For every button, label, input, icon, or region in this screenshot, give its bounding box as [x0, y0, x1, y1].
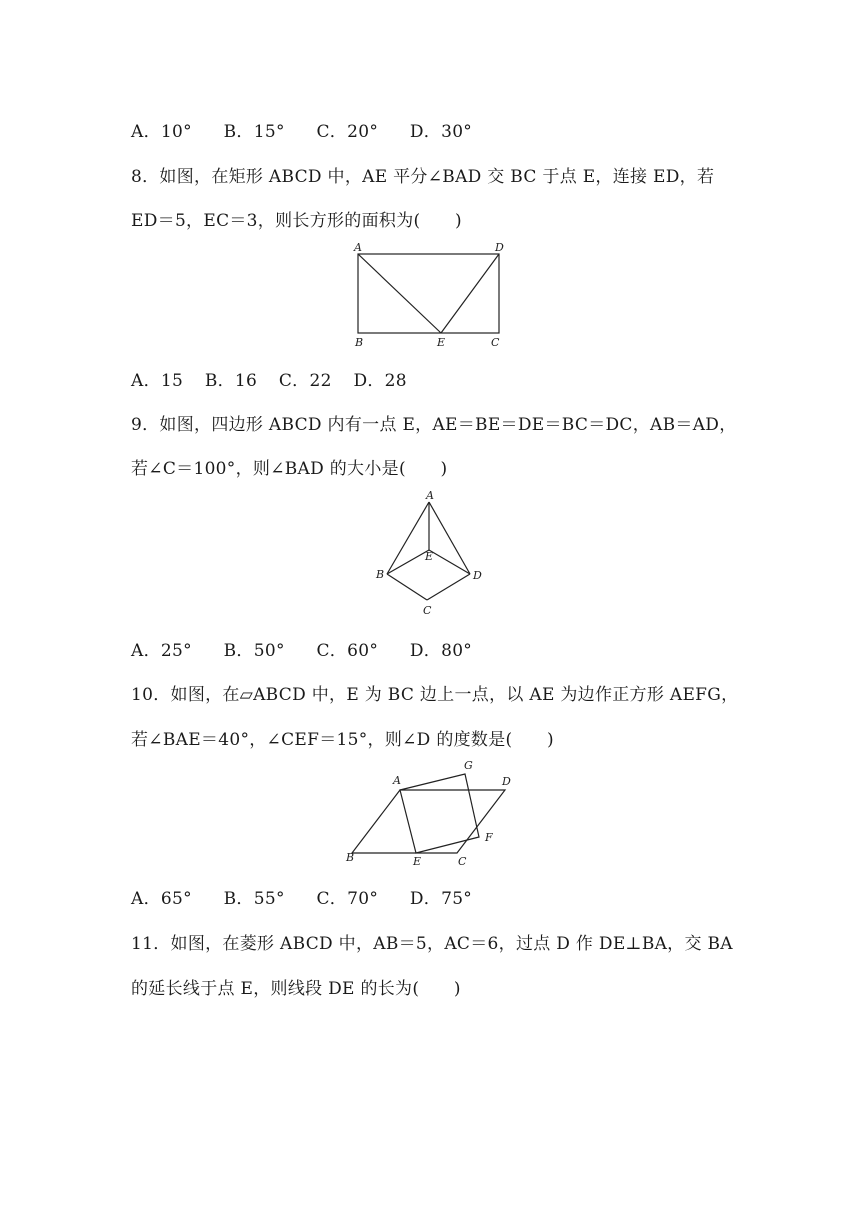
q9-label-d: D: [473, 569, 482, 582]
q7-option-b: B．15°: [223, 122, 285, 142]
q10-label-f: F: [485, 831, 493, 844]
q10-label-g: G: [464, 759, 473, 772]
q10-stem-line-1: 10．如图，在▱ABCD 中，E 为 BC 边上一点，以 AE 为边作正方形 AEFG，: [131, 685, 739, 705]
q7-options: [131, 117, 498, 142]
q8-option-d: D．28: [353, 371, 407, 391]
q9-segment-bc: [387, 574, 427, 600]
q10-option-c: C．70°: [316, 889, 379, 909]
q8-option-c: C．22: [278, 371, 332, 391]
q11-stem-line-2: 的延长线于点 E，则线段 DE 的长为( ): [131, 979, 461, 999]
q9-segment-ad: [429, 502, 470, 574]
q10-label-e: E: [413, 855, 422, 868]
q10-figure: [340, 755, 530, 879]
q10-options: [131, 884, 498, 909]
q8-option-b: B．16: [204, 371, 258, 391]
q8-label-d: D: [495, 241, 504, 254]
q8-label-e: E: [437, 336, 446, 349]
q9-option-c: C．60°: [316, 641, 379, 661]
q8-segment-ae: [358, 254, 441, 333]
q9-stem-line-2: 若∠C＝100°，则∠BAD 的大小是( ): [131, 459, 448, 479]
q9-option-d: D．80°: [409, 641, 473, 661]
q10-option-a: A．65°: [131, 889, 192, 909]
q10-option-d: D．75°: [409, 889, 473, 909]
q10-label-c: C: [458, 855, 467, 868]
q10-label-a: A: [393, 774, 401, 787]
q9-options: [131, 636, 498, 661]
q9-segment-ab: [387, 502, 429, 574]
q10-parallelogram: [352, 790, 505, 853]
q8-stem-line-1: 8．如图，在矩形 ABCD 中，AE 平分∠BAD 交 BC 于点 E，连接 ED，若: [131, 167, 715, 187]
q10-label-d: D: [502, 775, 511, 788]
q7-option-d: D．30°: [409, 122, 473, 142]
q7-option-c: C．20°: [316, 122, 379, 142]
q7-option-a: A．10°: [131, 122, 192, 142]
q9-stem-line-1: 9．如图，四边形 ABCD 内有一点 E，AE＝BE＝DE＝BC＝DC，AB＝AD，: [131, 415, 737, 435]
q8-option-a: A．15: [131, 371, 184, 391]
q8-label-b: B: [355, 336, 364, 349]
q8-segment-ed: [441, 254, 499, 333]
q9-option-a: A．25°: [131, 641, 192, 661]
q9-label-a: A: [426, 489, 434, 502]
q9-option-b: B．50°: [223, 641, 285, 661]
q11-stem-line-1: 11．如图，在菱形 ABCD 中，AB＝5，AC＝6，过点 D 作 DE⊥BA，交 BA: [131, 934, 733, 954]
q9-figure: [370, 488, 490, 624]
q8-label-a: A: [354, 241, 362, 254]
q8-figure: [350, 240, 510, 354]
q8-options: [131, 366, 433, 391]
q9-segment-dc: [427, 574, 470, 600]
q10-label-b: B: [346, 851, 355, 864]
q10-stem-line-2: 若∠BAE＝40°，∠CEF＝15°，则∠D 的度数是( ): [131, 730, 554, 750]
q9-label-e: E: [425, 550, 434, 563]
q10-square: [400, 774, 479, 853]
q9-label-b: B: [376, 568, 385, 581]
q9-segment-eb: [387, 550, 429, 574]
q8-stem-line-2: ED＝5，EC＝3，则长方形的面积为( ): [131, 211, 462, 231]
q8-label-c: C: [491, 336, 500, 349]
q9-label-c: C: [423, 604, 432, 617]
q10-option-b: B．55°: [223, 889, 285, 909]
